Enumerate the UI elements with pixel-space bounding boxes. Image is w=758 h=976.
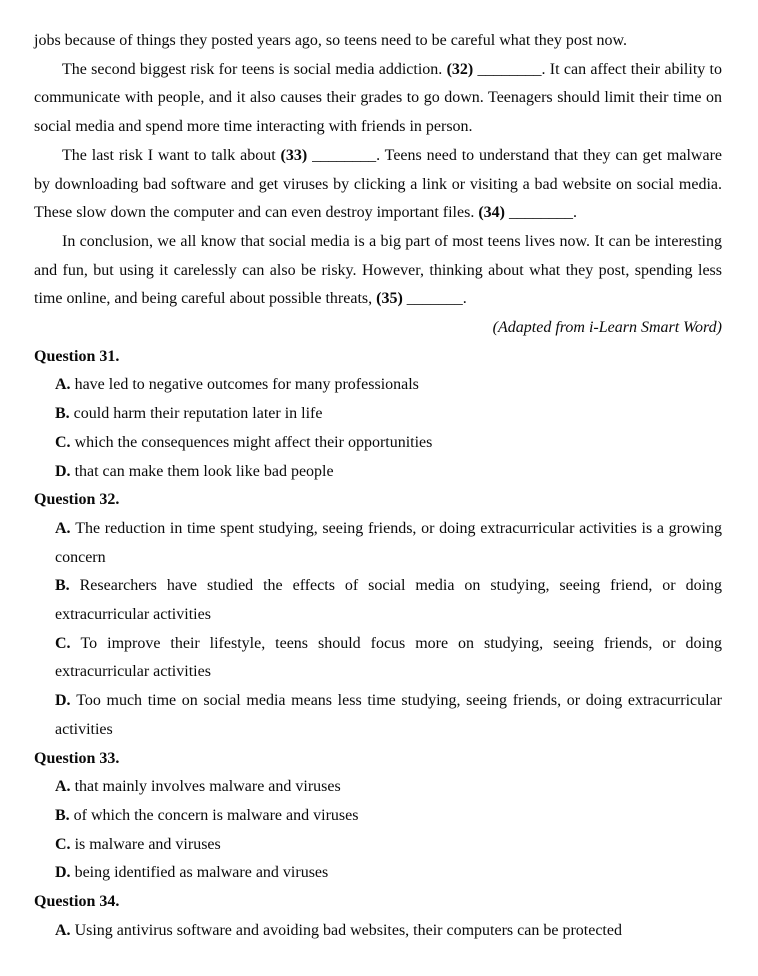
option-text: that can make them look like bad people <box>74 462 334 480</box>
option-letter: B. <box>55 806 74 824</box>
option-text: The reduction in time spent studying, seeing friends, or doing extracurricular activities is a growing concern <box>55 519 722 566</box>
answer-option <box>55 429 722 458</box>
option-text: is malware and viruses <box>74 835 221 853</box>
option-letter: C. <box>55 433 75 451</box>
blank-number: (34) <box>478 204 505 222</box>
blank-number: (35) <box>376 290 403 308</box>
answer-option <box>55 831 722 860</box>
questions-list <box>34 343 722 946</box>
option-text: that mainly involves malware and viruses <box>74 778 341 796</box>
option-text: could harm their reputation later in life <box>73 405 323 423</box>
passage-text: ________. It can affect their ability to communicate with people, and it also causes their grades to go down. Teenagers should limit their time on social media and spend more time interacting with friends in person. <box>34 60 722 136</box>
passage-text: ________. <box>504 204 577 222</box>
option-letter: B. <box>55 405 74 423</box>
answer-option <box>55 458 722 487</box>
passage-attribution: (Adapted from i-Learn Smart Word) <box>492 319 722 337</box>
answer-option <box>55 572 722 629</box>
option-text: To improve their lifestyle, teens should focus more on studying, seeing friends, or doing extracurricular activities <box>55 634 723 681</box>
passage-text: The second biggest risk for teens is social media addiction. <box>62 60 447 78</box>
option-text: have led to negative outcomes for many professionals <box>74 376 419 394</box>
option-letter: A. <box>55 376 75 394</box>
option-letter: D. <box>55 864 75 882</box>
option-text: being identified as malware and viruses <box>74 864 329 882</box>
passage-text: ________. Teens need to understand that they can get malware by downloading bad software and get viruses by clicking a link or visiting a bad website on social media. These slow down the computer and can even destroy important files. <box>34 146 723 222</box>
question-block <box>34 745 722 889</box>
answer-option <box>55 515 722 572</box>
option-text: of which the concern is malware and viruses <box>73 806 359 824</box>
passage-paragraph <box>34 228 722 314</box>
passage-paragraph <box>34 56 722 142</box>
passage-paragraph <box>34 142 722 228</box>
passage-text: jobs because of things they posted years ago, so teens need to be careful what they post now. <box>34 32 628 49</box>
option-letter: C. <box>55 634 81 652</box>
answer-option <box>55 687 722 744</box>
option-letter: A. <box>55 778 75 796</box>
passage-text: In conclusion, we all know that social media is a big part of most teens lives now. It can be interesting and fun, but using it carelessly can also be risky. However, thinking about what they post, spending less time online, and being careful about possible threats, <box>34 232 722 308</box>
question-label: Question 31. <box>34 347 120 365</box>
answer-option <box>55 859 722 888</box>
passage-paragraph <box>34 27 722 56</box>
reading-passage <box>34 27 722 314</box>
question-block <box>34 888 722 945</box>
answer-option <box>55 917 722 946</box>
question-label: Question 33. <box>34 749 120 767</box>
question-label: Question 34. <box>34 893 120 911</box>
option-letter: A. <box>55 921 75 939</box>
option-letter: A. <box>55 519 76 537</box>
question-block <box>34 343 722 487</box>
answer-option <box>55 802 722 831</box>
answer-option <box>55 371 722 400</box>
option-letter: D. <box>55 692 77 710</box>
option-letter: B. <box>55 577 80 595</box>
answer-option <box>55 773 722 802</box>
option-text: Using antivirus software and avoiding bad websites, their computers can be protected <box>74 921 622 939</box>
option-letter: C. <box>55 835 75 853</box>
option-text: which the consequences might affect their opportunities <box>74 433 433 451</box>
question-block <box>34 486 722 744</box>
option-text: Too much time on social media means less time studying, seeing friends, or doing extracurricular activities <box>55 692 722 738</box>
passage-text: _______. <box>402 290 467 308</box>
answer-option <box>55 630 722 687</box>
blank-number: (32) <box>446 60 474 78</box>
question-label: Question 32. <box>34 491 120 509</box>
option-letter: D. <box>55 462 75 480</box>
blank-number: (33) <box>280 146 308 164</box>
option-text: Researchers have studied the effects of social media on studying, seeing friend, or doing extracurricular activities <box>55 577 723 624</box>
answer-option <box>55 400 722 429</box>
passage-text: The last risk I want to talk about <box>62 146 281 164</box>
